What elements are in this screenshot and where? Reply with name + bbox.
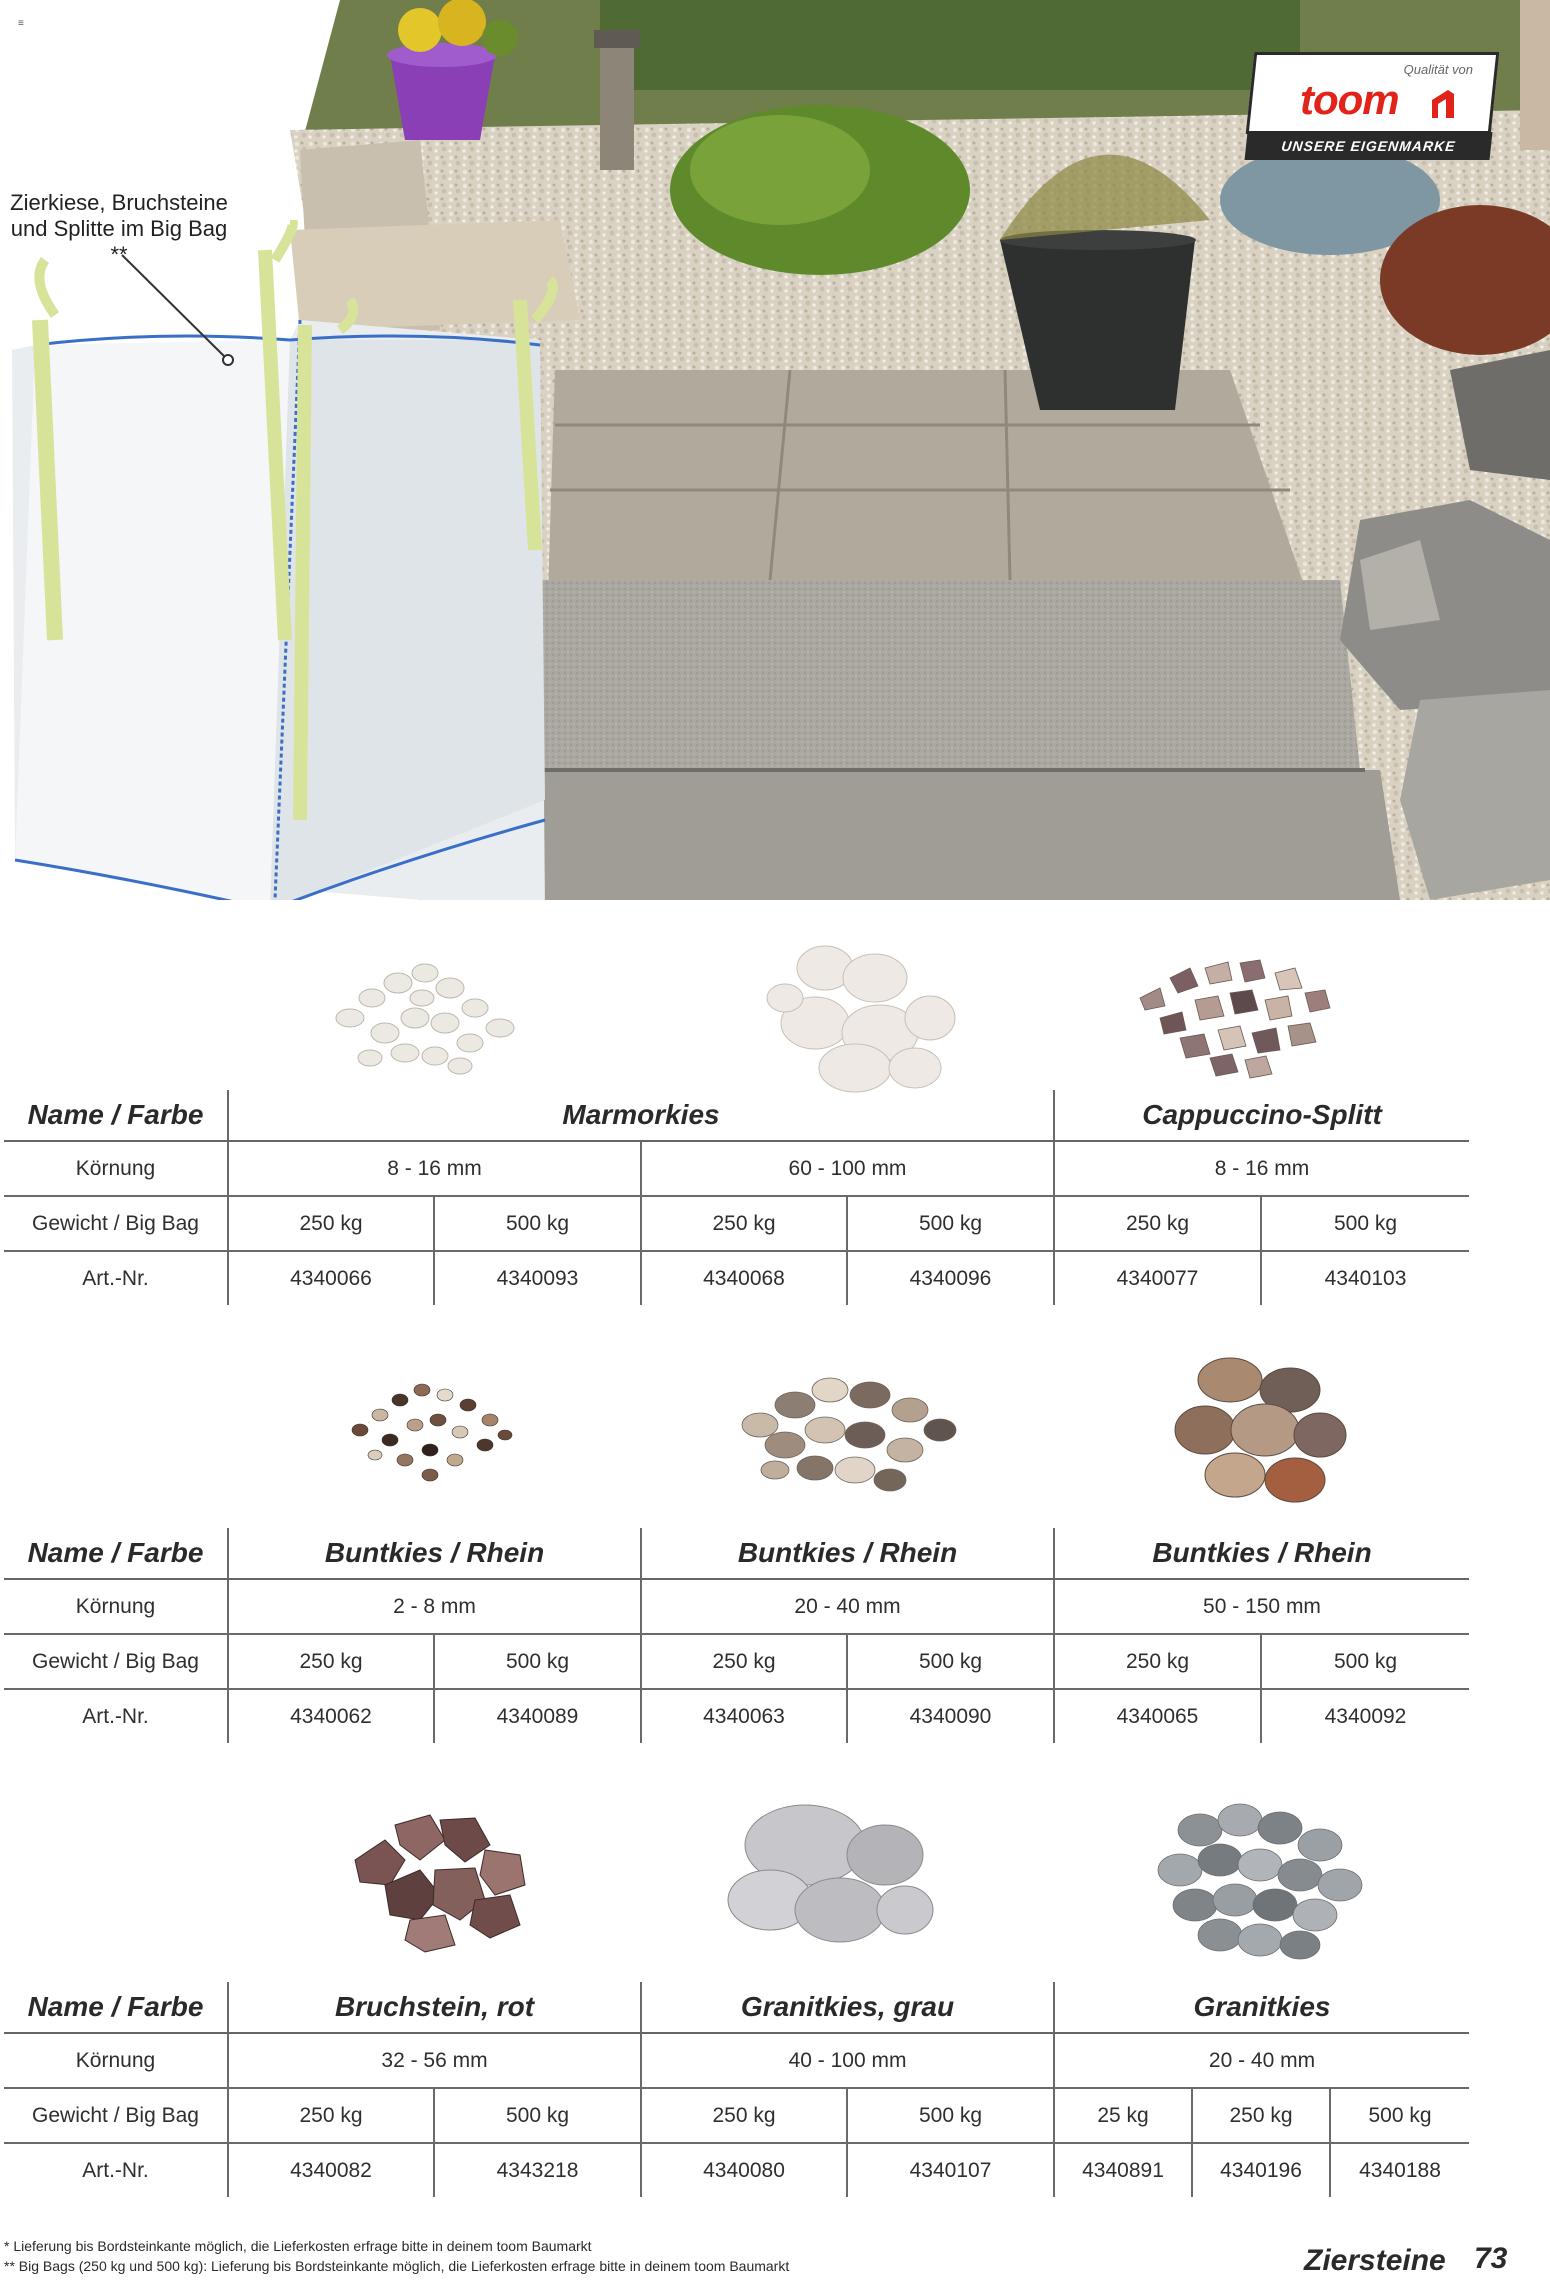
buntkies-50-150-image — [1160, 1350, 1360, 1510]
art-nr-value: 4340093 — [434, 1251, 641, 1305]
gewicht-value: 250 kg — [641, 2088, 847, 2143]
table-row — [4, 1689, 1469, 1743]
table-row — [4, 1579, 1469, 1634]
footnote-2: ** Big Bags (250 kg und 500 kg): Lieferung bis Bordsteinkante möglich, die Lieferkosten erfrage bitte in deinem toom Baumarkt — [4, 2258, 790, 2274]
header-label: Name / Farbe — [4, 1090, 228, 1141]
product-name: Granitkies — [1054, 1982, 1469, 2033]
logo-house-icon — [1428, 88, 1454, 118]
header-label: Name / Farbe — [4, 1528, 228, 1579]
art-nr-value: 4340096 — [847, 1251, 1054, 1305]
table-row — [4, 2143, 1469, 2197]
koernung-value: 50 - 150 mm — [1054, 1579, 1469, 1634]
table-row — [4, 1251, 1469, 1305]
stone-images-row-3 — [0, 1790, 1550, 1950]
art-nr-value: 4340891 — [1054, 2143, 1192, 2197]
table-header-row — [4, 1528, 1469, 1579]
product-name: Buntkies / Rhein — [228, 1528, 641, 1579]
art-nr-value: 4340077 — [1054, 1251, 1261, 1305]
art-nr-value: 4340080 — [641, 2143, 847, 2197]
header-label: Name / Farbe — [4, 1982, 228, 2033]
gewicht-value: 500 kg — [1261, 1634, 1469, 1689]
row-label: Gewicht / Big Bag — [4, 1196, 228, 1251]
table-row — [4, 1141, 1469, 1196]
row-label: Gewicht / Big Bag — [4, 2088, 228, 2143]
product-name: Granitkies, grau — [641, 1982, 1054, 2033]
koernung-value: 32 - 56 mm — [228, 2033, 641, 2088]
art-nr-value: 4340063 — [641, 1689, 847, 1743]
koernung-value: 20 - 40 mm — [641, 1579, 1054, 1634]
table-row — [4, 1634, 1469, 1689]
gewicht-value: 500 kg — [1261, 1196, 1469, 1251]
spec-table-2 — [4, 1528, 1469, 1743]
row-label: Körnung — [4, 1579, 228, 1634]
koernung-value: 8 - 16 mm — [228, 1141, 641, 1196]
table-row — [4, 2088, 1469, 2143]
product-name: Bruchstein, rot — [228, 1982, 641, 2033]
table-header-row — [4, 1090, 1469, 1141]
art-nr-value: 4340062 — [228, 1689, 434, 1743]
gewicht-value: 500 kg — [434, 2088, 641, 2143]
art-nr-value: 4340089 — [434, 1689, 641, 1743]
art-nr-value: 4340107 — [847, 2143, 1054, 2197]
gewicht-value: 250 kg — [228, 1196, 434, 1251]
table-row — [4, 1196, 1469, 1251]
product-name: Buntkies / Rhein — [641, 1528, 1054, 1579]
koernung-value: 60 - 100 mm — [641, 1141, 1054, 1196]
art-nr-value: 4343218 — [434, 2143, 641, 2197]
row-label: Körnung — [4, 2033, 228, 2088]
table-row — [4, 2033, 1469, 2088]
corner-marker: ≡ — [18, 18, 24, 29]
art-nr-value: 4340092 — [1324, 1704, 1407, 1728]
footnotes — [4, 2236, 789, 2276]
spec-table-1 — [4, 1090, 1469, 1305]
gewicht-value: 500 kg — [847, 2088, 1054, 2143]
logo-band: UNSERE EIGENMARKE — [1245, 132, 1493, 160]
koernung-value: 2 - 8 mm — [228, 1579, 641, 1634]
art-nr-value: 4340065 — [1054, 1689, 1261, 1743]
koernung-value: 40 - 100 mm — [641, 2033, 1054, 2088]
marmorkies-small-image — [310, 938, 540, 1088]
toom-logo — [1250, 52, 1495, 160]
logo-brand: toom — [1300, 76, 1399, 123]
gewicht-value: 250 kg — [228, 2088, 434, 2143]
gewicht-value: 500 kg — [847, 1634, 1054, 1689]
row-label: Art.-Nr. — [4, 1251, 228, 1305]
stone-images-row-2 — [0, 1350, 1550, 1510]
cappuccino-splitt-image — [1120, 938, 1360, 1088]
gewicht-value: 250 kg — [1054, 1634, 1261, 1689]
row-label: Art.-Nr. — [4, 1689, 228, 1743]
spec-table-3 — [4, 1982, 1469, 2197]
gewicht-value: 250 kg — [641, 1634, 847, 1689]
gewicht-value: 250 kg — [1192, 2088, 1330, 2143]
gewicht-value: 25 kg — [1054, 2088, 1192, 2143]
logo-tagline: Qualität von — [1403, 62, 1473, 77]
table-header-row — [4, 1982, 1469, 2033]
koernung-value: 20 - 40 mm — [1054, 2033, 1469, 2088]
buntkies-2-8-image — [330, 1350, 530, 1500]
gewicht-value: 250 kg — [228, 1634, 434, 1689]
footnote-1: * Lieferung bis Bordsteinkante möglich, die Lieferkosten erfrage bitte in deinem toom Baumarkt — [4, 2238, 592, 2254]
marmorkies-large-image — [745, 938, 965, 1098]
granitkies-image — [1140, 1790, 1380, 1970]
gewicht-value: 500 kg — [847, 1196, 1054, 1251]
art-nr-value: 4340090 — [847, 1689, 1054, 1743]
product-name: Cappuccino-Splitt — [1054, 1090, 1469, 1141]
gewicht-value: 500 kg — [434, 1196, 641, 1251]
product-name: Marmorkies — [228, 1090, 1054, 1141]
koernung-value: 8 - 16 mm — [1054, 1141, 1469, 1196]
product-name: Buntkies / Rhein — [1054, 1528, 1469, 1579]
page-number: 73 — [1474, 2242, 1508, 2275]
row-label: Art.-Nr. — [4, 2143, 228, 2197]
section-title: Ziersteine — [1304, 2244, 1446, 2277]
gewicht-value: 500 kg — [434, 1634, 641, 1689]
stone-images-row-1 — [0, 938, 1550, 1098]
granitkies-grau-image — [710, 1790, 950, 1950]
art-nr-value: 4340066 — [228, 1251, 434, 1305]
gewicht-value: 250 kg — [641, 1196, 847, 1251]
art-nr-value: 4340188 — [1359, 2158, 1441, 2182]
art-nr-value: 4340068 — [641, 1251, 847, 1305]
gewicht-value: 500 kg — [1330, 2088, 1469, 2143]
row-label: Körnung — [4, 1141, 228, 1196]
art-nr-value: 4340196 — [1192, 2143, 1330, 2197]
art-nr-value: 4340082 — [228, 2143, 434, 2197]
buntkies-20-40-image — [720, 1350, 970, 1500]
big-bag-callout: Zierkiese, Bruchsteine und Splitte im Big Bag ** — [10, 190, 228, 267]
bruchstein-rot-image — [325, 1790, 545, 1960]
gewicht-value: 250 kg — [1054, 1196, 1261, 1251]
row-label: Gewicht / Big Bag — [4, 1634, 228, 1689]
art-nr-value: 4340103 — [1324, 1266, 1407, 1290]
